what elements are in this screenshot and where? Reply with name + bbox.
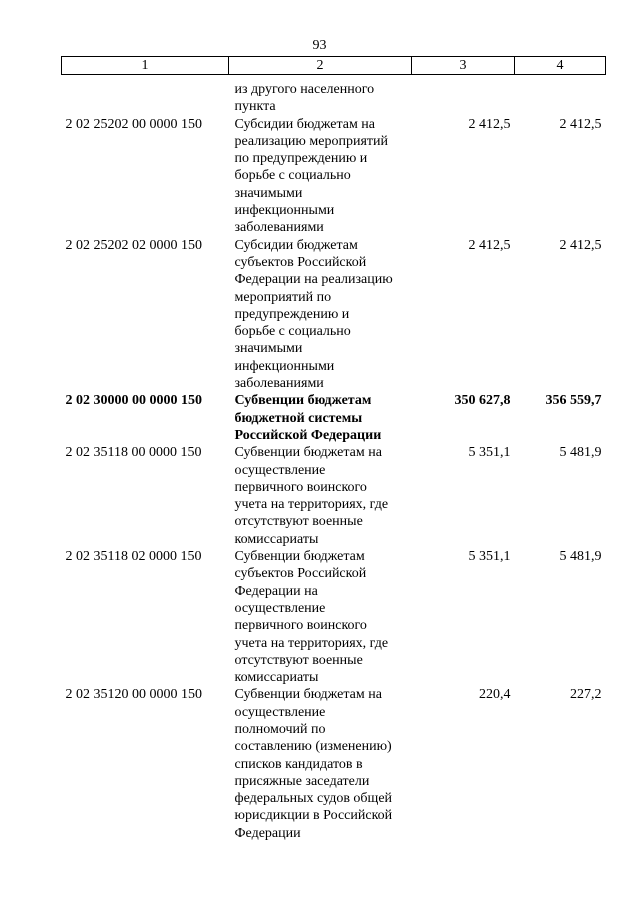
budget-code-cell: 2 02 30000 00 0000 150 <box>65 393 202 409</box>
table-row <box>62 237 606 393</box>
revenue-name-line: значимыми <box>234 185 303 201</box>
revenue-name-line: Федерации <box>234 825 301 841</box>
revenue-name-line: Субсидии бюджетам на <box>234 116 376 132</box>
revenue-name-line: борьбе с социально <box>234 324 351 340</box>
revenue-name-line: заболеваниями <box>234 220 324 236</box>
amount-col-4-cell: 5 481,9 <box>559 445 602 461</box>
revenue-name-line: значимыми <box>234 341 303 357</box>
revenue-name-cell <box>229 75 412 116</box>
table-row <box>62 392 606 444</box>
revenue-name-line: осуществление <box>234 600 326 616</box>
revenue-name-line: осуществление <box>234 704 326 720</box>
revenue-name-line: по предупреждению и <box>234 151 368 167</box>
revenue-name-line: полномочий по <box>234 721 326 737</box>
revenue-name-line: юрисдикции в Российской <box>234 808 393 824</box>
budget-code-cell <box>62 75 229 116</box>
revenue-name-cell <box>229 116 412 237</box>
budget-code-cell: 2 02 35118 00 0000 150 <box>65 445 202 461</box>
revenue-name-line: составлению (изменению) <box>234 739 392 755</box>
amount-col-4-cell: 5 481,9 <box>559 549 602 565</box>
revenue-name-line: комиссариаты <box>234 531 319 547</box>
revenue-name-line: присяжные заседатели <box>234 773 370 789</box>
budget-code-cell: 2 02 25202 02 0000 150 <box>65 237 202 253</box>
revenue-name-cell <box>229 392 412 444</box>
revenue-name-line: мероприятий по <box>234 289 332 305</box>
revenue-name-line: учета на территориях, где <box>234 497 389 513</box>
budget-code-cell: 2 02 25202 00 0000 150 <box>65 116 202 132</box>
table-row <box>62 444 606 548</box>
amount-col-3-cell: 220,4 <box>479 687 511 703</box>
budget-table <box>61 56 606 842</box>
budget-code-cell: 2 02 35120 00 0000 150 <box>65 687 202 703</box>
amount-col-3-cell: 2 412,5 <box>468 237 511 253</box>
revenue-name-cell <box>229 548 412 686</box>
revenue-name-line: списков кандидатов в <box>234 756 363 772</box>
revenue-name-line: бюджетной системы <box>234 410 363 426</box>
revenue-name-line: субъектов Российской <box>234 566 367 582</box>
header-col-2: 2 <box>229 57 412 75</box>
table-row <box>62 116 606 237</box>
amount-col-3-cell: 350 627,8 <box>454 393 511 409</box>
amount-col-3-cell: 2 412,5 <box>468 116 511 132</box>
revenue-name-line: Субвенции бюджетам <box>234 549 365 565</box>
revenue-name-line: осуществление <box>234 462 326 478</box>
table-row <box>62 75 606 116</box>
amount-col-4-cell <box>515 75 606 116</box>
amount-col-3-cell: 5 351,1 <box>468 445 511 461</box>
revenue-name-cell <box>229 686 412 842</box>
header-col-4: 4 <box>515 57 606 75</box>
revenue-name-line: федеральных судов общей <box>234 791 393 807</box>
revenue-name-line: пункта <box>234 99 276 115</box>
table-row <box>62 548 606 686</box>
revenue-name-line: Субвенции бюджетам на <box>234 687 382 703</box>
table-row <box>62 686 606 842</box>
revenue-name-line: борьбе с социально <box>234 168 351 184</box>
amount-col-4-cell: 227,2 <box>570 687 602 703</box>
revenue-name-line: Федерации на <box>234 583 318 599</box>
revenue-name-line: заболеваниями <box>234 376 324 392</box>
revenue-name-line: инфекционными <box>234 203 335 219</box>
header-col-3: 3 <box>412 57 515 75</box>
header-row <box>62 57 606 75</box>
header-col-1: 1 <box>62 57 229 75</box>
revenue-name-line: предупреждению и <box>234 306 350 322</box>
revenue-name-line: Субвенции бюджетам <box>234 393 372 409</box>
amount-col-3-cell <box>412 75 515 116</box>
revenue-name-line: реализацию мероприятий <box>234 133 388 149</box>
revenue-name-line: субъектов Российской <box>234 254 367 270</box>
revenue-name-line: учета на территориях, где <box>234 635 389 651</box>
amount-col-4-cell: 2 412,5 <box>559 237 602 253</box>
amount-col-4-cell: 356 559,7 <box>545 393 602 409</box>
revenue-name-line: инфекционными <box>234 358 335 374</box>
revenue-name-line: первичного воинского <box>234 479 367 495</box>
revenue-name-line: Субвенции бюджетам на <box>234 445 382 461</box>
revenue-name-line: отсутствуют военные <box>234 652 363 668</box>
revenue-name-cell <box>229 444 412 548</box>
table-body <box>62 75 606 843</box>
revenue-name-line: отсутствуют военные <box>234 514 363 530</box>
revenue-name-line: Российской Федерации <box>234 427 382 443</box>
amount-col-4-cell: 2 412,5 <box>559 116 602 132</box>
budget-code-cell: 2 02 35118 02 0000 150 <box>65 549 202 565</box>
revenue-name-line: первичного воинского <box>234 618 367 634</box>
revenue-name-line: из другого населенного <box>234 82 375 97</box>
revenue-name-line: Субсидии бюджетам <box>234 237 358 253</box>
amount-col-3-cell: 5 351,1 <box>468 549 511 565</box>
revenue-name-cell <box>229 237 412 393</box>
revenue-name-line: Федерации на реализацию <box>234 272 393 288</box>
page-number: 93 <box>312 38 327 53</box>
revenue-name-line: комиссариаты <box>234 670 319 686</box>
table-header <box>62 57 606 75</box>
